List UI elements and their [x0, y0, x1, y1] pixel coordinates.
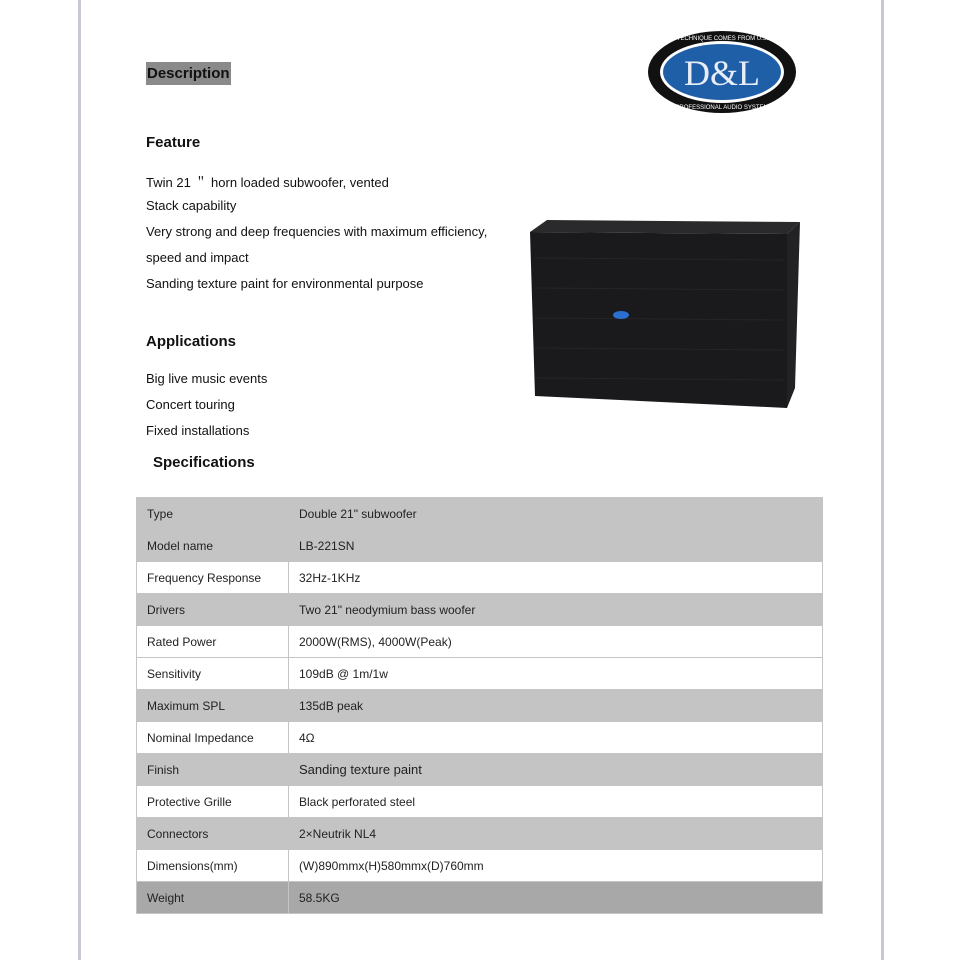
spec-value: 2000W(RMS), 4000W(Peak)	[289, 626, 823, 658]
spec-row	[137, 882, 823, 914]
spec-label: Frequency Response	[137, 562, 289, 594]
spec-row	[137, 818, 823, 850]
spec-label: Finish	[137, 754, 289, 786]
spec-label: Weight	[137, 882, 289, 914]
spec-row	[137, 754, 823, 786]
spec-value: 58.5KG	[289, 882, 823, 914]
spec-label: Dimensions(mm)	[137, 850, 289, 882]
spec-row	[137, 626, 823, 658]
feature-item: Sanding texture paint for environmental purpose	[146, 276, 424, 291]
spec-label: Connectors	[137, 818, 289, 850]
spec-row	[137, 690, 823, 722]
svg-text:A TECHNIQUE COMES FROM U.S.A: A TECHNIQUE COMES FROM U.S.A	[671, 36, 773, 42]
logo-text: D&L	[684, 53, 760, 93]
spec-value: 109dB @ 1m/1w	[289, 658, 823, 690]
feature-item: Stack capability	[146, 198, 237, 213]
application-item: Big live music events	[146, 371, 268, 386]
specifications-table	[136, 497, 823, 914]
feature-item: speed and impact	[146, 250, 249, 265]
spec-label: Maximum SPL	[137, 690, 289, 722]
spec-label: Sensitivity	[137, 658, 289, 690]
specifications-heading: Specifications	[153, 454, 255, 471]
spec-value: 32Hz-1KHz	[289, 562, 823, 594]
spec-row	[137, 530, 823, 562]
svg-text:PROFESSIONAL AUDIO SYSTEM: PROFESSIONAL AUDIO SYSTEM	[675, 105, 769, 111]
spec-value: Sanding texture paint	[289, 754, 823, 786]
spec-row	[137, 786, 823, 818]
spec-row	[137, 594, 823, 626]
subwoofer-image	[525, 218, 805, 410]
applications-heading: Applications	[146, 333, 237, 350]
feature-item: Very strong and deep frequencies with maximum efficiency,	[146, 224, 488, 239]
feature-heading: Feature	[146, 134, 201, 151]
spec-value: 135dB peak	[289, 690, 823, 722]
application-item: Concert touring	[146, 397, 235, 412]
spec-row	[137, 658, 823, 690]
spec-label: Rated Power	[137, 626, 289, 658]
description-label: Description	[146, 62, 231, 85]
spec-value: Double 21" subwoofer	[289, 498, 823, 530]
feature-item: Twin 21 ＂ horn loaded subwoofer, vented	[146, 175, 389, 190]
spec-value: Two 21" neodymium bass woofer	[289, 594, 823, 626]
spec-label: Type	[137, 498, 289, 530]
spec-row	[137, 498, 823, 530]
dl-logo	[647, 30, 797, 114]
spec-value: 2×Neutrik NL4	[289, 818, 823, 850]
application-item: Fixed installations	[146, 423, 250, 438]
spec-value: Black perforated steel	[289, 786, 823, 818]
spec-label: Model name	[137, 530, 289, 562]
spec-row	[137, 850, 823, 882]
spec-row	[137, 722, 823, 754]
spec-value: 4Ω	[289, 722, 823, 754]
spec-label: Drivers	[137, 594, 289, 626]
spec-value: (W)890mmx(H)580mmx(D)760mm	[289, 850, 823, 882]
spec-row	[137, 562, 823, 594]
spec-value: LB-221SN	[289, 530, 823, 562]
spec-label: Protective Grille	[137, 786, 289, 818]
spec-label: Nominal Impedance	[137, 722, 289, 754]
